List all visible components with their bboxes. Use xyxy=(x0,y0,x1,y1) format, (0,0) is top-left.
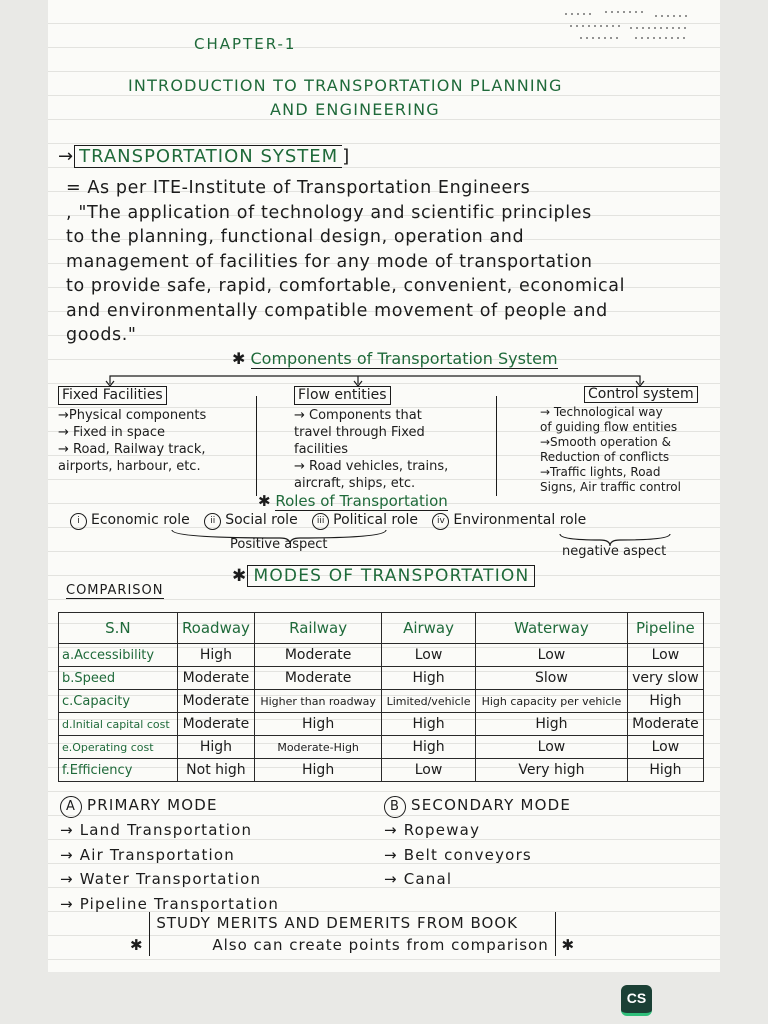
table-cell: High xyxy=(177,644,255,667)
asterisk-icon: ✱ xyxy=(561,936,576,954)
definition-line: , "The application of technology and scientific principles xyxy=(66,202,592,223)
chapter-title xyxy=(128,74,708,122)
row-label: e.Operating cost xyxy=(59,736,178,759)
section-heading-text: TRANSPORTATION SYSTEM xyxy=(74,145,342,168)
flow-line: facilities xyxy=(294,442,349,457)
table-cell: High xyxy=(177,736,255,759)
title-line-1: INTRODUCTION TO TRANSPORTATION PLANNING xyxy=(128,76,563,95)
flow-entities-title: Flow entities xyxy=(294,386,391,405)
control-line: Signs, Air traffic control xyxy=(540,480,681,494)
study-note xyxy=(130,912,575,956)
definition-line: and environmentally compatible movement of people and xyxy=(66,300,608,321)
table-cell: High capacity per vehicle xyxy=(476,690,628,713)
asterisk-icon: ✱ xyxy=(232,349,251,368)
definition-line: goods." xyxy=(66,325,137,345)
column-divider xyxy=(496,396,497,496)
components-columns xyxy=(58,386,708,498)
table-cell: Low xyxy=(382,644,476,667)
fixed-facilities-column xyxy=(58,386,206,475)
section-heading xyxy=(58,146,350,167)
table-cell: High xyxy=(627,759,703,782)
row-label: a.Accessibility xyxy=(59,644,178,667)
asterisk-icon: ✱ xyxy=(130,936,144,954)
table-header-row xyxy=(59,613,704,644)
modes-heading xyxy=(232,566,535,586)
roles-heading xyxy=(258,492,448,510)
table-cell: High xyxy=(255,713,382,736)
control-system-title: Control system xyxy=(584,386,698,403)
role-item: ii Social role xyxy=(204,512,297,528)
definition-line: to provide safe, rapid, comfortable, convenient, economical xyxy=(66,276,626,296)
header-cell: S.N xyxy=(59,613,178,644)
table-row xyxy=(59,736,704,759)
table-cell: Low xyxy=(476,644,628,667)
table-cell: Low xyxy=(476,736,628,759)
table-cell: Moderate xyxy=(255,644,382,667)
list-item: → Belt conveyors xyxy=(384,845,532,864)
table-cell: Moderate xyxy=(177,690,255,713)
control-line: → Technological way xyxy=(540,405,663,419)
fixed-line: → Road, Railway track, xyxy=(58,442,206,457)
note-bracket xyxy=(149,912,555,956)
primary-letter: A xyxy=(60,796,82,818)
primary-mode-section xyxy=(60,793,279,916)
table-row xyxy=(59,644,704,667)
modes-heading-text: MODES OF TRANSPORTATION xyxy=(247,565,535,587)
definition-line: = As per ITE-Institute of Transportation Engineers xyxy=(66,178,531,198)
role-item: i Economic role xyxy=(70,512,190,528)
control-line: Reduction of conflicts xyxy=(540,450,670,464)
header-cell: Pipeline xyxy=(627,613,703,644)
list-item: → Land Transportation xyxy=(60,821,253,839)
title-line-2: AND ENGINEERING xyxy=(270,100,440,119)
note-line-1: STUDY MERITS AND DEMERITS FROM BOOK xyxy=(156,914,518,932)
secondary-letter: B xyxy=(384,796,406,818)
flow-line: travel through Fixed xyxy=(294,425,425,440)
table-row xyxy=(59,690,704,713)
list-item: → Ropeway xyxy=(384,821,481,839)
control-line: →Traffic lights, Road xyxy=(540,465,661,479)
control-line: of guiding flow entities xyxy=(540,420,678,434)
table-cell: Moderate xyxy=(177,713,255,736)
table-cell: Moderate xyxy=(177,667,255,690)
table-row xyxy=(59,713,704,736)
note-line-2: Also can create points from comparison xyxy=(212,936,549,954)
table-cell: Very high xyxy=(476,759,628,782)
list-item: → Water Transportation xyxy=(60,870,262,888)
table-cell: Low xyxy=(382,759,476,782)
arrow-icon: → xyxy=(58,146,75,167)
primary-mode-heading: A PRIMARY MODE xyxy=(60,793,279,818)
table-cell: Not high xyxy=(177,759,255,782)
control-line: →Smooth operation & xyxy=(540,435,671,449)
list-item: → Air Transportation xyxy=(60,845,236,864)
chapter-label: CHAPTER-1 xyxy=(194,35,297,53)
negative-aspect-label: negative aspect xyxy=(562,544,667,559)
definition-line: management of facilities for any mode of transportation xyxy=(66,251,593,272)
flow-entities-column xyxy=(294,386,448,492)
row-label: b.Speed xyxy=(59,667,178,690)
table-row xyxy=(59,759,704,782)
fixed-line: → Fixed in space xyxy=(58,425,165,440)
table-row xyxy=(59,667,704,690)
comparison-table xyxy=(58,612,704,782)
role-item: iii Political role xyxy=(312,512,418,528)
table-cell: High xyxy=(627,690,703,713)
row-label: f.Efficiency xyxy=(59,759,178,782)
comparison-label: COMPARISON xyxy=(66,583,164,598)
header-cell: Airway xyxy=(382,613,476,644)
asterisk-icon: ✱ xyxy=(232,566,248,586)
fixed-line: →Physical components xyxy=(58,408,207,423)
table-cell: High xyxy=(382,713,476,736)
fixed-line: airports, harbour, etc. xyxy=(58,459,201,474)
control-system-column xyxy=(540,386,698,495)
roles-heading-text: Roles of Transportation xyxy=(275,492,448,510)
table-cell: Low xyxy=(627,644,703,667)
components-heading-text: Components of Transportation System xyxy=(250,349,558,368)
column-divider xyxy=(256,396,257,496)
positive-aspect-label: Positive aspect xyxy=(230,537,328,552)
camscanner-logo: CS xyxy=(621,985,652,1016)
row-label: c.Capacity xyxy=(59,690,178,713)
role-item: iv Environmental role xyxy=(432,512,586,528)
flow-line: → Road vehicles, trains, xyxy=(294,459,449,474)
table-cell: High xyxy=(382,667,476,690)
table-cell: Low xyxy=(627,736,703,759)
secondary-mode-section xyxy=(384,793,571,892)
flow-line: → Components that xyxy=(294,408,422,423)
fixed-facilities-title: Fixed Facilities xyxy=(58,386,167,405)
flow-line: aircraft, ships, etc. xyxy=(294,476,416,491)
table-cell: High xyxy=(476,713,628,736)
table-cell: Limited/vehicle xyxy=(382,690,476,713)
table-cell: Slow xyxy=(476,667,628,690)
secondary-mode-heading: B SECONDARY MODE xyxy=(384,793,571,818)
header-cell: Roadway xyxy=(177,613,255,644)
header-cell: Railway xyxy=(255,613,382,644)
list-item: → Canal xyxy=(384,870,453,888)
table-cell: Moderate xyxy=(255,667,382,690)
header-cell: Waterway xyxy=(476,613,628,644)
table-cell: Higher than roadway xyxy=(255,690,382,713)
table-cell: High xyxy=(382,736,476,759)
row-label: d.Initial capital cost xyxy=(59,713,178,736)
asterisk-icon: ✱ xyxy=(258,492,276,510)
table-cell: Moderate xyxy=(627,713,703,736)
scribble-mark xyxy=(560,4,700,44)
definition-paragraph xyxy=(66,176,706,348)
bracket-close: ] xyxy=(342,146,351,167)
definition-line: to the planning, functional design, operation and xyxy=(66,227,525,247)
table-cell: High xyxy=(255,759,382,782)
list-item: → Pipeline Transportation xyxy=(60,894,280,913)
components-heading xyxy=(232,349,558,368)
table-cell: very slow xyxy=(627,667,703,690)
table-cell: Moderate-High xyxy=(255,736,382,759)
